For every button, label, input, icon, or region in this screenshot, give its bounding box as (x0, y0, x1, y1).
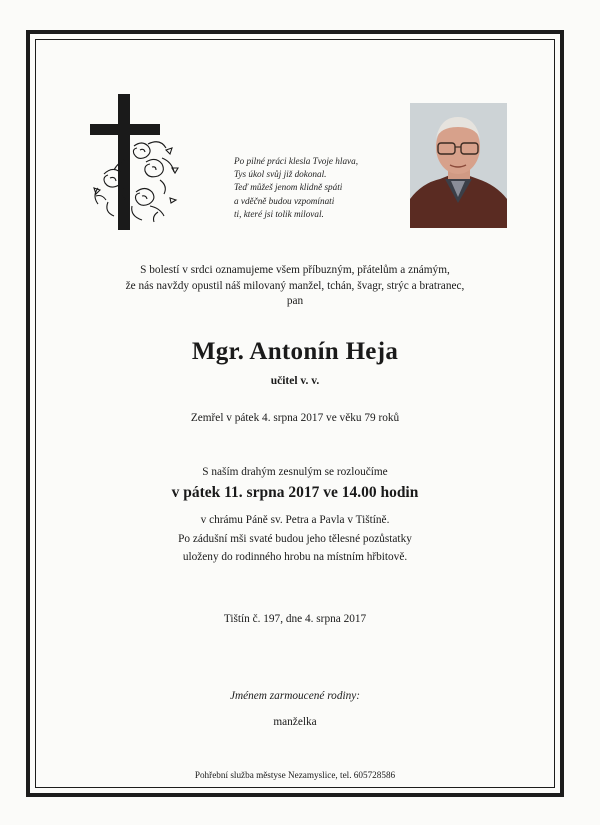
poem-line: Po pilné práci klesla Tvoje hlava, (234, 156, 359, 166)
farewell-line: uloženy do rodinného hrobu na místním hřbitově. (182, 551, 408, 563)
announcement-line: pan (286, 295, 304, 307)
announcement-line: S bolestí v srdci oznamujeme všem příbuzným, přátelům a známým, (140, 264, 450, 276)
poem (234, 155, 404, 221)
farewell-details (35, 511, 555, 567)
farewell-intro: S naším drahým zesnulým se rozloučíme (202, 466, 388, 478)
poem-line: a vděčně budou vzpomínati (234, 195, 335, 206)
signature: manželka (273, 716, 317, 728)
announcement-line: že nás navždy opustil náš milovaný manžel, tchán, švagr, strýc a bratranec, (125, 279, 465, 292)
farewell-line: Po zádušní mši svaté budou jeho tělesné pozůstatky (178, 532, 412, 545)
on-behalf-label: Jménem zarmoucené rodiny: (229, 690, 361, 702)
funeral-service-footer: Pohřební služba městyse Nezamyslice, tel. 605728586 (194, 770, 396, 780)
place-and-date: Tištín č. 197, dne 4. srpna 2017 (223, 613, 367, 625)
farewell-datetime: v pátek 11. srpna 2017 ve 14.00 hodin (171, 484, 419, 501)
farewell-line: v chrámu Páně sv. Petra a Pavla v Tištíně. (200, 514, 390, 526)
poem-line: Tys úkol svůj již dokonal. (234, 169, 327, 180)
announcement (35, 263, 555, 310)
poem-line: ti, které jsi tolik miloval. (234, 208, 324, 219)
death-notice: Zemřel v pátek 4. srpna 2017 ve věku 79 roků (190, 412, 400, 424)
poem-line: Teď můžeš jenom klidně spáti (234, 182, 343, 193)
deceased-title: učitel v. v. (270, 375, 320, 387)
deceased-name: Mgr. Antonín Heja (191, 338, 399, 365)
portrait-photo (410, 103, 507, 228)
cross-with-roses-icon (88, 94, 180, 230)
